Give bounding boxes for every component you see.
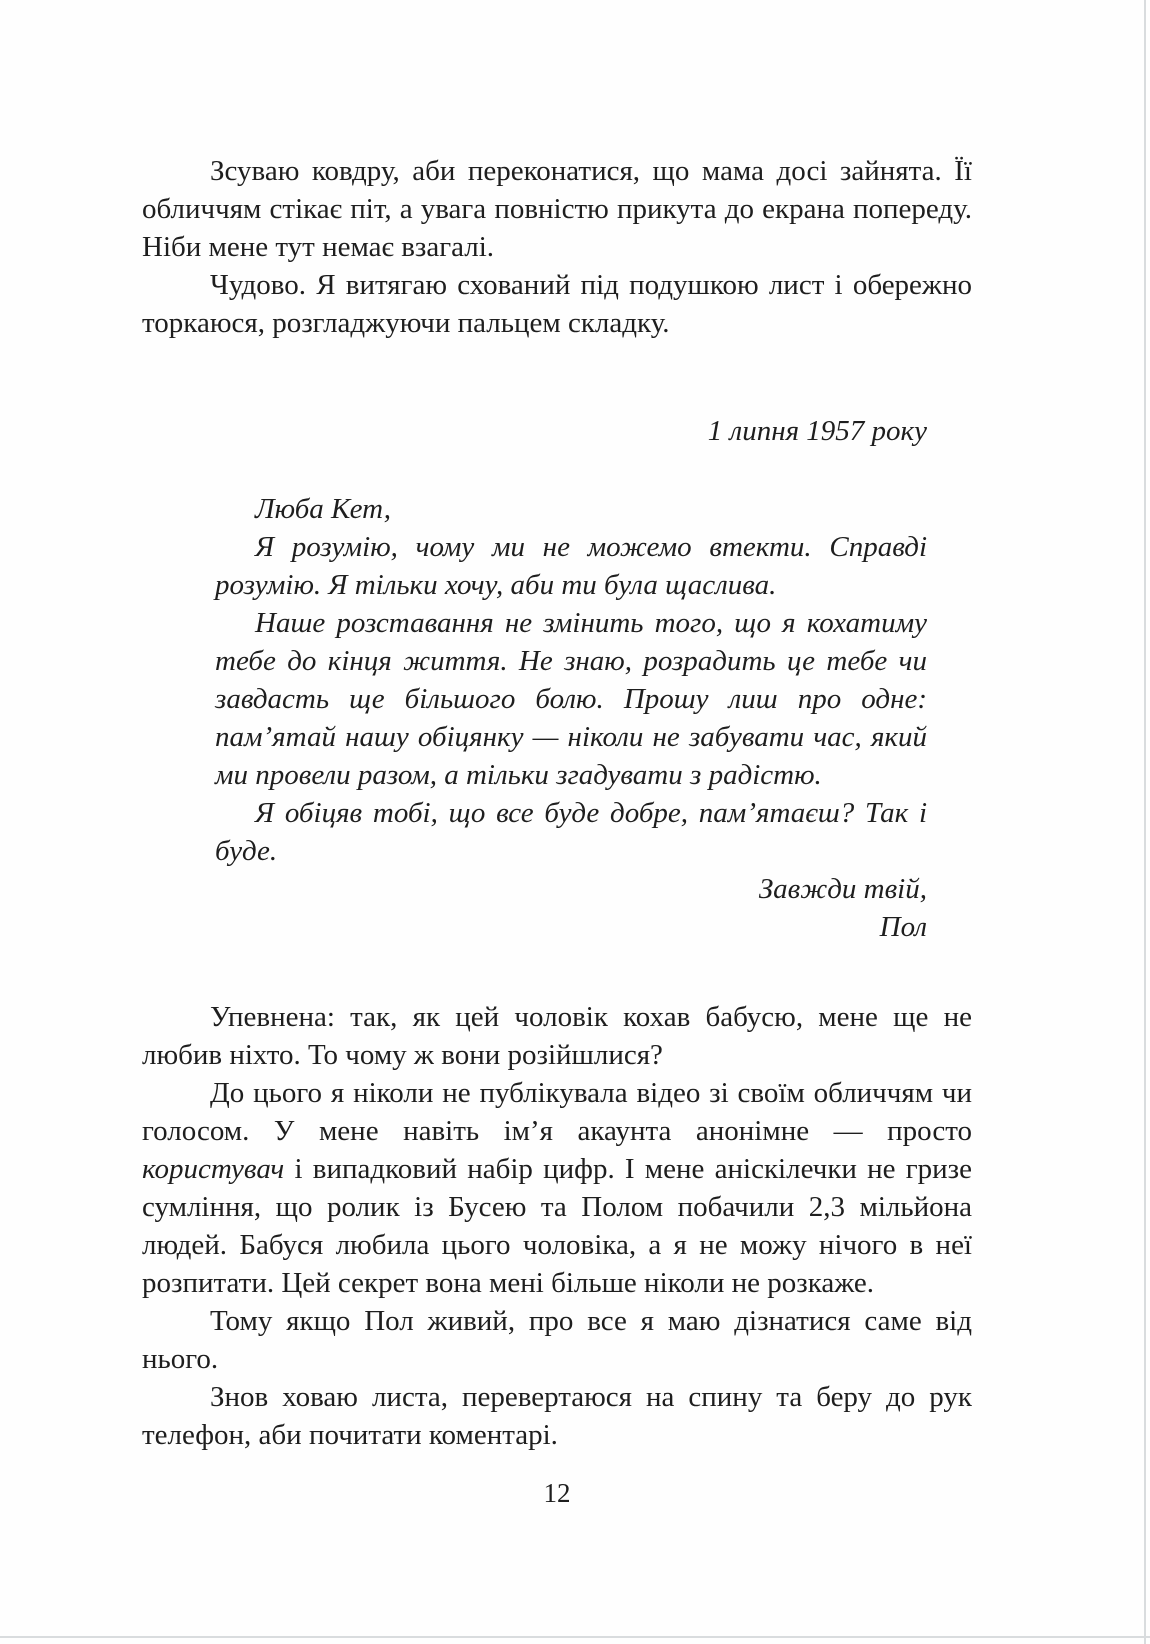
narrative-block <box>142 998 972 1454</box>
letter-paragraph: Наше розставання не змінить того, що я кохатиму тебе до кінця життя. Не знаю, розрадить це тебе чи завдасть ще більшого болю. Прошу лиш про одне: пам’ятай нашу обіцянку — ніколи не забувати час, який ми провели разом, а тільки згадувати з радістю. <box>215 607 927 791</box>
narrative-paragraph: До цього я ніколи не публікувала відео зі своїм обличчям чи голосом. У мене навіть ім’я акаунта анонімне — просто користувач і випадковий набір цифр. І мене аніскілечки не гризе сумління, що ролик із Бусею та Полом побачили 2,3 мільйона людей. Бабуся любила цього чоловіка, а я не можу нічого в неї розпитати. Цей секрет вона мені більше ніколи не розкаже. <box>142 1077 972 1299</box>
letter-paragraph: Я розумію, чому ми не можемо втекти. Справді розумію. Я тільки хочу, аби ти була щаслива. <box>215 531 927 601</box>
page-edge-line-bottom <box>0 1636 1150 1638</box>
letter-valediction: Завжди твій, <box>758 873 927 905</box>
letter-signature: Пол <box>879 911 927 943</box>
narrative-paragraph: Зсуваю ковдру, аби переконатися, що мама досі зайнята. Її обличчям стікає піт, а увага повністю прикута до екрана попереду. Ніби мене тут немає взагалі. <box>142 155 972 263</box>
narrative-paragraph: Упевнена: так, як цей чоловік кохав бабусю, мене ще не любив ніхто. То чому ж вони розійшлися? <box>142 1001 972 1071</box>
narrative-paragraph: Знов ховаю листа, перевертаюся на спину та беру до рук телефон, аби почитати коментарі. <box>142 1381 972 1451</box>
text-block <box>142 0 972 1454</box>
narrative-paragraph: Тому якщо Пол живий, про все я маю дізнатися саме від нього. <box>142 1305 972 1375</box>
letter-block <box>215 490 927 946</box>
narrative-paragraph: Чудово. Я витягаю схований під подушкою лист і обережно торкаюся, розгладжуючи пальцем складку. <box>142 269 972 339</box>
letter-salutation: Люба Кет, <box>255 493 391 525</box>
page-number: 12 <box>543 1478 571 1508</box>
page-edge-line-right <box>1144 0 1146 1644</box>
letter-date: 1 липня 1957 року <box>707 415 927 447</box>
letter-paragraph: Я обіцяв тобі, що все буде добре, пам’ятаєш? Так і буде. <box>215 797 927 867</box>
